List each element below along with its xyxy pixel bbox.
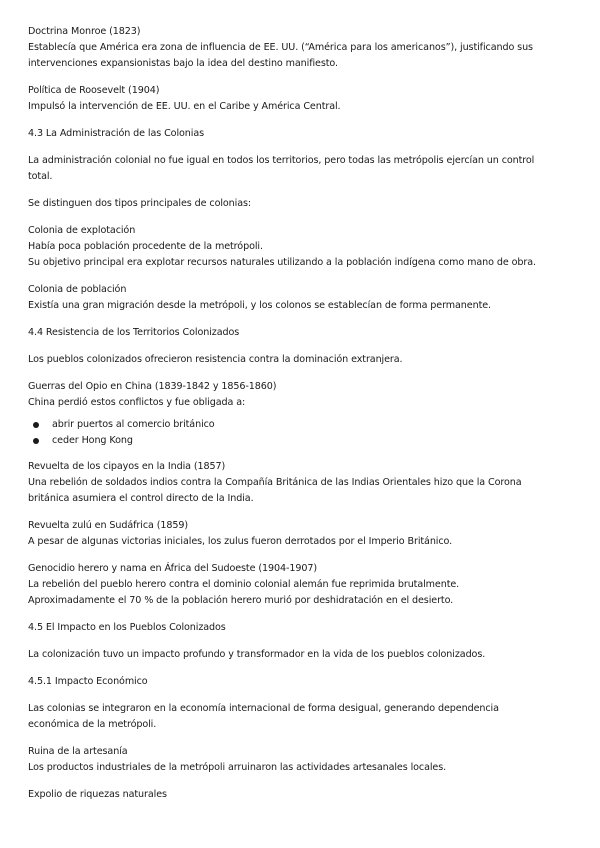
- bullet-dot-icon: [33, 438, 39, 444]
- section-artesania: [28, 744, 576, 776]
- section-heading: Guerras del Opio en China (1839-1842 y 1856-1860): [28, 381, 277, 392]
- section-explotacion: [28, 223, 576, 271]
- subsection-heading: 4.4 Resistencia de los Territorios Colonizados: [28, 327, 240, 338]
- section-text-line: Establecía que América era zona de influencia de EE. UU. (“América para los americanos”), justificando sus: [28, 42, 533, 53]
- section-text-line: Había poca población procedente de la metrópoli.: [28, 241, 263, 252]
- section-text-line: La rebelión del pueblo herero contra el dominio colonial alemán fue reprimida brutalmente.: [28, 579, 460, 590]
- section-text-line: Existía una gran migración desde la metrópoli, y los colonos se establecían de forma permanente.: [28, 300, 491, 311]
- section-economico-heading: [28, 674, 576, 690]
- document-page: [28, 24, 576, 814]
- section-heading: Ruina de la artesanía: [28, 746, 128, 757]
- bullet-text: abrir puertos al comercio británico: [52, 419, 215, 430]
- paragraph-line: total.: [28, 171, 53, 182]
- paragraph-line: Los pueblos colonizados ofrecieron resistencia contra la dominación extranjera.: [28, 354, 403, 365]
- paragraph-line: Las colonias se integraron en la economía internacional de forma desigual, generando dependencia: [28, 703, 499, 714]
- section-resistencia-text: [28, 352, 576, 368]
- section-text-line: Aproximadamente el 70 % de la población herero murió por deshidratación en el desierto.: [28, 595, 454, 606]
- section-text-line: Los productos industriales de la metrópoli arruinaron las actividades artesanales locales.: [28, 762, 447, 773]
- section-cipayos: [28, 459, 576, 507]
- section-text-line: A pesar de algunas victorias iniciales, los zulus fueron derrotados por el Imperio Británico.: [28, 536, 453, 547]
- bullet-item: [28, 417, 576, 433]
- subsection-heading: 4.5 El Impacto en los Pueblos Colonizados: [28, 622, 226, 633]
- paragraph-line: económica de la metrópoli.: [28, 719, 157, 730]
- section-tipos: [28, 196, 576, 212]
- section-text-line: intervenciones expansionistas bajo la idea del destino manifiesto.: [28, 58, 338, 69]
- section-impacto-text: [28, 647, 576, 663]
- section-heading: Doctrina Monroe (1823): [28, 26, 141, 37]
- bullet-text: ceder Hong Kong: [52, 435, 133, 446]
- subsection-heading: 4.5.1 Impacto Económico: [28, 676, 148, 687]
- section-opio: [28, 379, 576, 449]
- section-text-line: británica asumiera el control directo de la India.: [28, 493, 254, 504]
- bullet-item: [28, 433, 576, 449]
- section-administracion-heading: [28, 126, 576, 142]
- section-heading: Expolio de riquezas naturales: [28, 789, 167, 800]
- section-heading: Revuelta de los cipayos en la India (1857): [28, 461, 226, 472]
- section-text-line: China perdió estos conflictos y fue obligada a:: [28, 397, 246, 408]
- paragraph-line: La colonización tuvo un impacto profundo y transformador en la vida de los pueblos colonizados.: [28, 649, 486, 660]
- section-text-line: Impulsó la intervención de EE. UU. en el Caribe y América Central.: [28, 101, 341, 112]
- section-heading: Colonia de población: [28, 284, 127, 295]
- section-impacto-heading: [28, 620, 576, 636]
- paragraph-line: Se distinguen dos tipos principales de colonias:: [28, 198, 252, 209]
- section-zulu: [28, 518, 576, 550]
- section-monroe: [28, 24, 576, 72]
- section-resistencia-heading: [28, 325, 576, 341]
- bullet-list: [28, 417, 576, 449]
- bullet-dot-icon: [33, 422, 39, 428]
- section-administracion-text: [28, 153, 576, 185]
- section-heading: Revuelta zulú en Sudáfrica (1859): [28, 520, 189, 531]
- section-text-line: Su objetivo principal era explotar recursos naturales utilizando a la población indígena como mano de obra.: [28, 257, 536, 268]
- paragraph-line: La administración colonial no fue igual en todos los territorios, pero todas las metrópolis ejercían un control: [28, 155, 535, 166]
- section-herero: [28, 561, 576, 609]
- section-text-line: Una rebelión de soldados indios contra la Compañía Británica de las Indias Orientales hizo que la Corona: [28, 477, 522, 488]
- section-roosevelt: [28, 83, 576, 115]
- section-economico-text: [28, 701, 576, 733]
- section-heading: Política de Roosevelt (1904): [28, 85, 160, 96]
- section-heading: Colonia de explotación: [28, 225, 136, 236]
- section-expolio: [28, 787, 576, 803]
- section-heading: Genocidio herero y nama en África del Sudoeste (1904-1907): [28, 563, 318, 574]
- section-poblacion: [28, 282, 576, 314]
- subsection-heading: 4.3 La Administración de las Colonias: [28, 128, 205, 139]
